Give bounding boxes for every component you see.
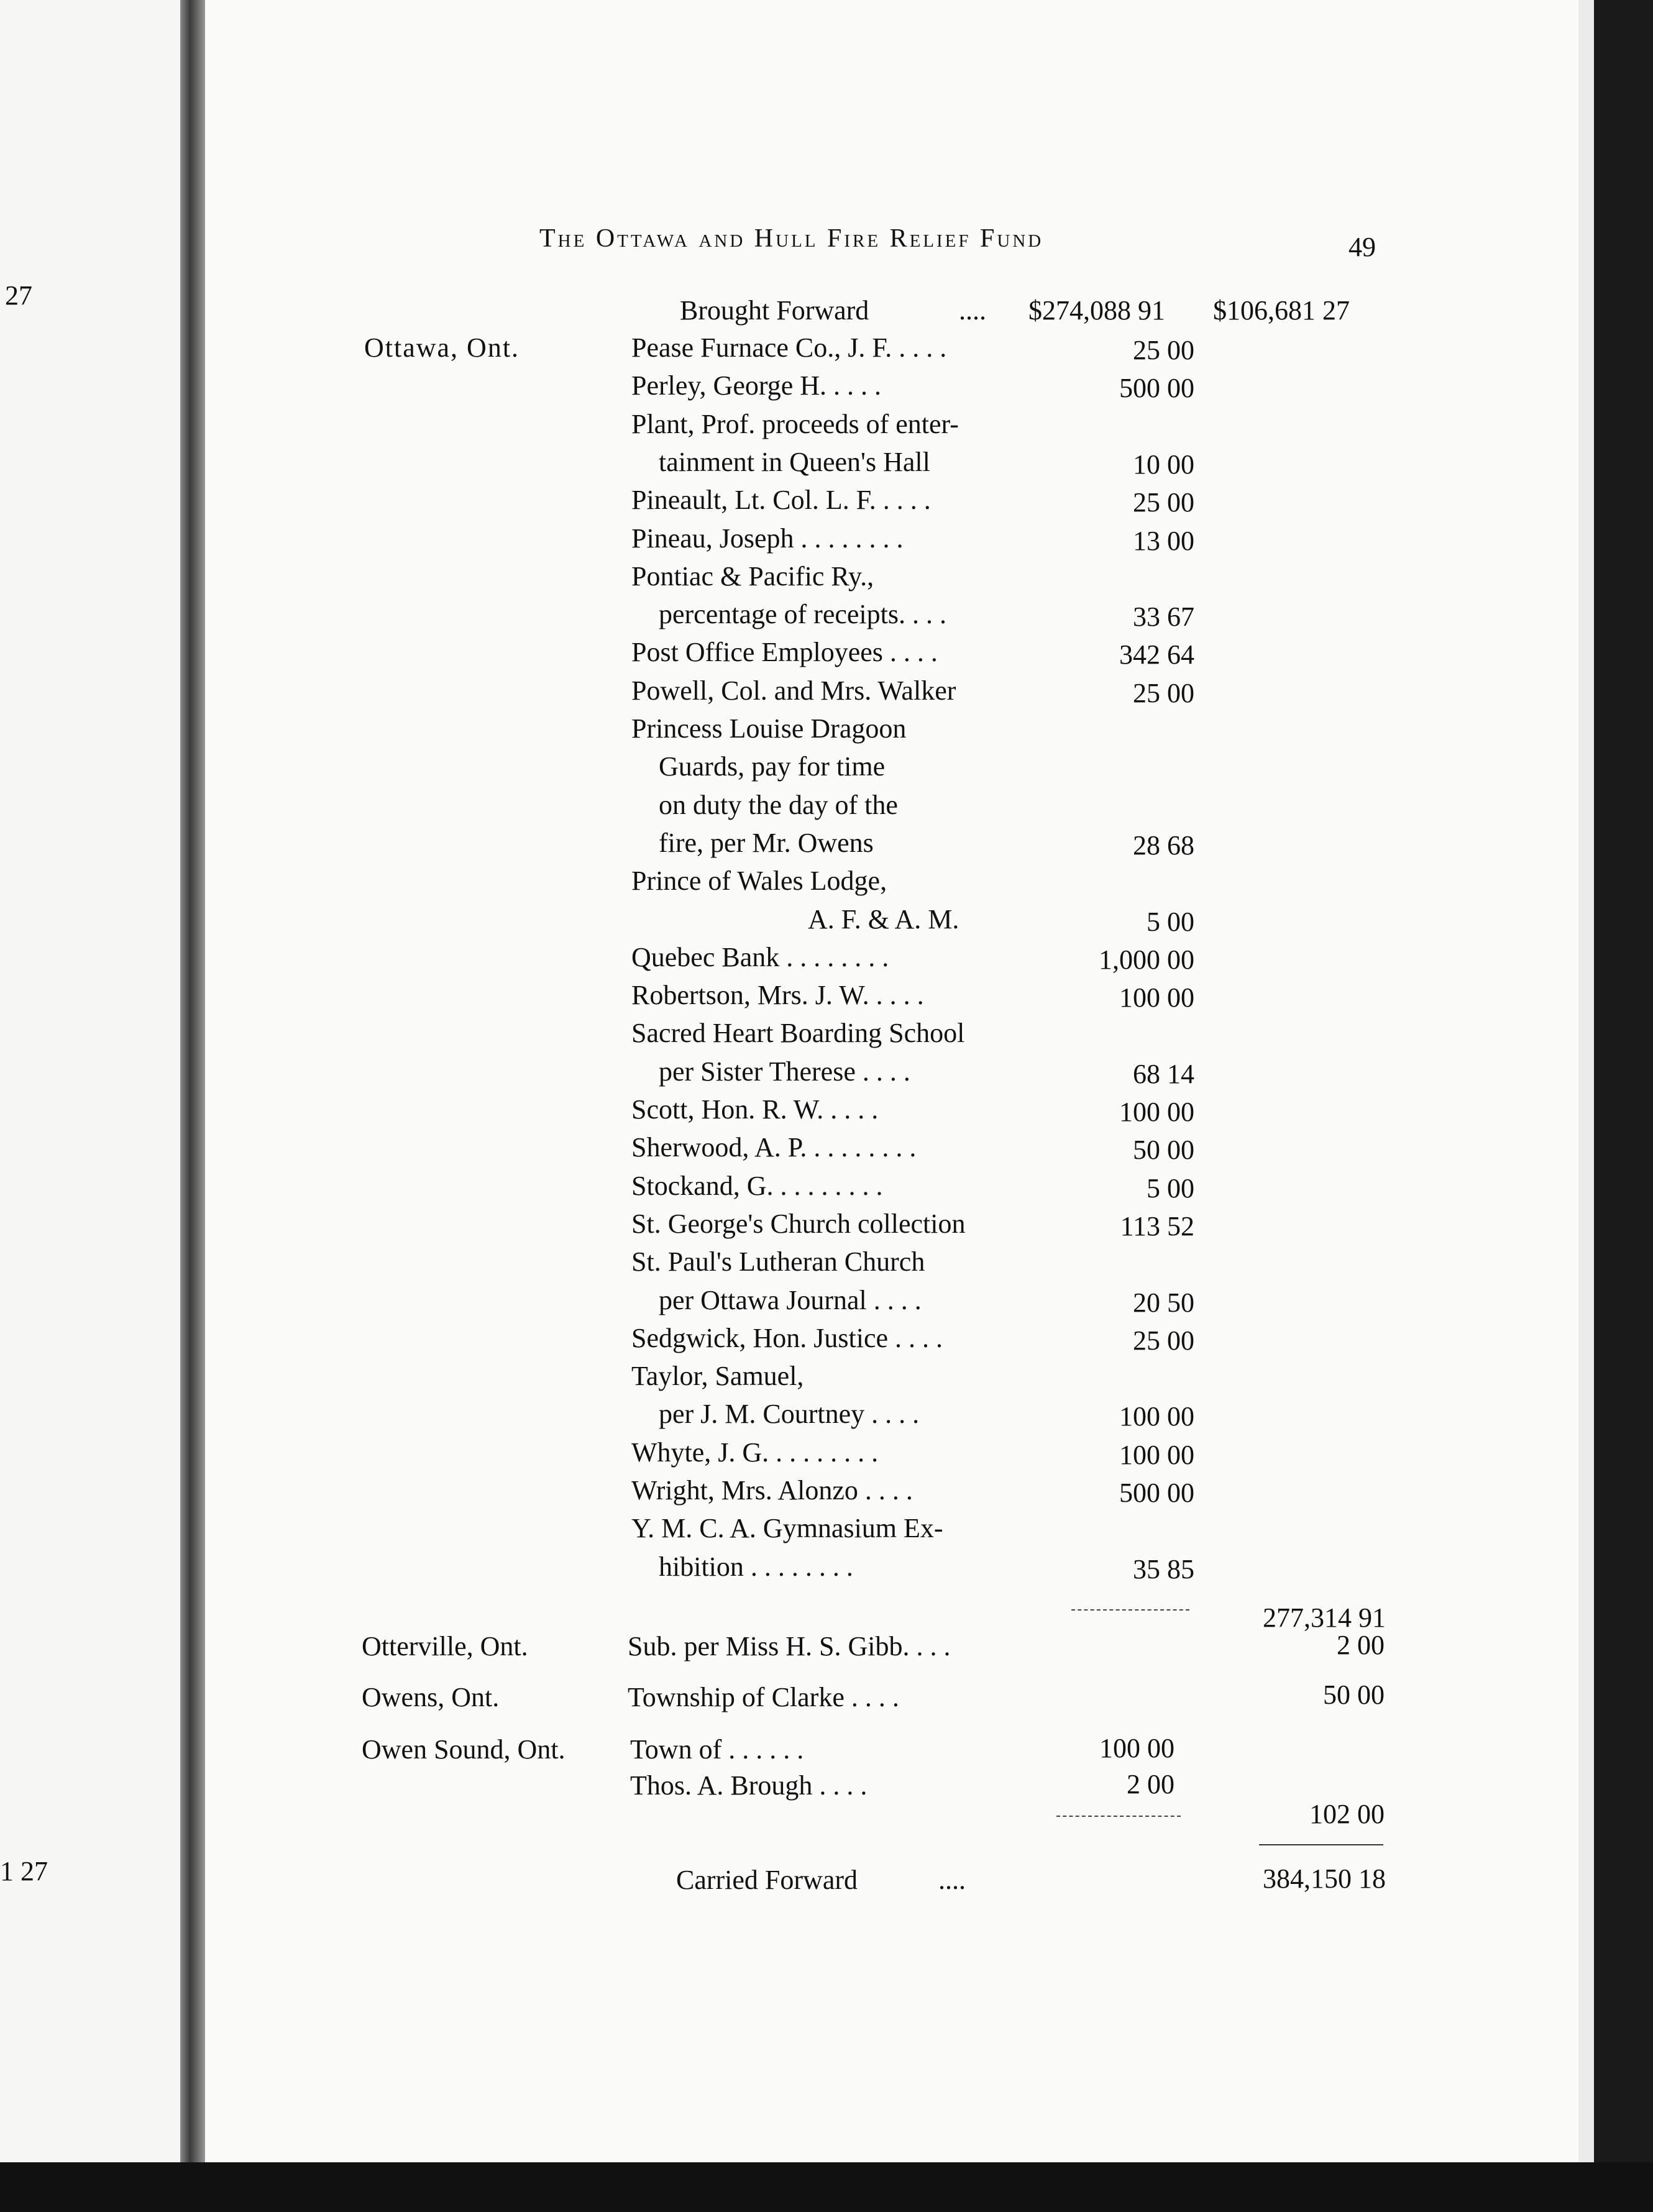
entry-text: Quebec Bank . . . . . . . . (631, 942, 889, 972)
entry-amount: 25 00 (1133, 335, 1194, 365)
scan-background (0, 2162, 1653, 2212)
entry-text: Prince of Wales Lodge, (631, 866, 887, 896)
page-number: 49 (1348, 232, 1376, 262)
entry-amount: 500 00 (1119, 1478, 1194, 1508)
entry-text: A. F. & A. M. (808, 904, 959, 935)
entry-amount: 100 00 (1119, 1401, 1194, 1432)
entry-amount: 68 14 (1133, 1059, 1194, 1089)
entry-text: Whyte, J. G. . . . . . . . . (631, 1437, 879, 1468)
entry-text: Robertson, Mrs. J. W. . . . . (631, 980, 924, 1010)
brought-forward-label: Brought Forward (680, 295, 869, 326)
entry-text: Guards, pay for time (659, 751, 886, 782)
entry-text: per Sister Therese . . . . (659, 1056, 910, 1087)
entry-text: Sedgwick, Hon. Justice . . . . (631, 1323, 943, 1353)
entry-amount: 1,000 00 (1099, 944, 1194, 975)
entry-amount: 100 00 (1119, 1440, 1194, 1470)
owen-sound-amount: 100 00 (1099, 1733, 1174, 1763)
entry-text: hibition . . . . . . . . (659, 1552, 853, 1582)
owens-total: 50 00 (1323, 1680, 1385, 1710)
entry-text: fire, per Mr. Owens (659, 828, 874, 858)
entry-amount: 342 64 (1119, 639, 1194, 670)
brought-forward-amount: $274,088 91 (1028, 295, 1165, 326)
place-owen-sound: Owen Sound, Ont. (362, 1734, 566, 1765)
owen-sound-rule (1056, 1816, 1181, 1817)
carried-forward-dots: .... (938, 1865, 966, 1895)
brought-forward-total: $106,681 27 (1213, 295, 1350, 326)
entry-text: per Ottawa Journal . . . . (659, 1285, 922, 1315)
left-page-edge (0, 0, 185, 2162)
owen-sound-entry: Town of . . . . . . (630, 1734, 804, 1765)
entry-amount: 20 50 (1133, 1287, 1194, 1318)
entry-amount: 33 67 (1133, 601, 1194, 632)
page-header: The Ottawa and Hull Fire Relief Fund (539, 224, 1044, 253)
entry-amount: 13 00 (1133, 526, 1194, 556)
page-edge (1578, 0, 1594, 2162)
entry-text: Pineau, Joseph . . . . . . . . (631, 523, 904, 554)
total-rule (1259, 1844, 1383, 1845)
entry-text: Post Office Employees . . . . (631, 637, 938, 667)
entry-text: St. Paul's Lutheran Church (631, 1246, 925, 1277)
entry-amount: 100 00 (1119, 1097, 1194, 1127)
entry-amount: 25 00 (1133, 678, 1194, 708)
entry-amount: 100 00 (1119, 982, 1194, 1013)
owen-sound-amount: 2 00 (1127, 1769, 1174, 1799)
entry-text: Stockand, G. . . . . . . . . (631, 1171, 883, 1201)
place-owens: Owens, Ont. (362, 1682, 500, 1712)
left-page-fragment: 27 (5, 280, 32, 311)
brought-forward-dots: .... (959, 295, 986, 326)
entry-text: St. George's Church collection (631, 1209, 966, 1239)
entry-text: Scott, Hon. R. W. . . . . (631, 1094, 879, 1125)
entry-amount: 25 00 (1133, 487, 1194, 518)
owens-entry: Township of Clarke . . . . (628, 1682, 899, 1712)
otterville-entry: Sub. per Miss H. S. Gibb. . . . (628, 1631, 951, 1661)
place-otterville: Otterville, Ont. (362, 1631, 528, 1661)
entry-amount: 10 00 (1133, 449, 1194, 480)
entry-text: Powell, Col. and Mrs. Walker (631, 675, 956, 706)
entry-text: Taylor, Samuel, (631, 1361, 804, 1391)
entry-amount: 5 00 (1147, 1173, 1194, 1204)
entry-text: Y. M. C. A. Gymnasium Ex- (631, 1513, 943, 1543)
entry-text: Princess Louise Dragoon (631, 713, 907, 744)
entry-text: Sherwood, A. P. . . . . . . . . (631, 1132, 917, 1163)
entry-amount: 25 00 (1133, 1325, 1194, 1356)
entry-amount: 50 00 (1133, 1135, 1194, 1165)
entry-text: on duty the day of the (659, 790, 898, 820)
ottawa-total: 277,314 91 (1263, 1602, 1386, 1633)
entry-text: per J. M. Courtney . . . . (659, 1399, 920, 1429)
entry-text: tainment in Queen's Hall (659, 447, 930, 477)
owen-sound-total: 102 00 (1309, 1799, 1385, 1829)
entry-text: Sacred Heart Boarding School (631, 1018, 965, 1048)
carried-forward-total: 384,150 18 (1263, 1863, 1386, 1894)
entry-text: Pease Furnace Co., J. F. . . . . (631, 332, 947, 363)
entry-text: percentage of receipts. . . . (659, 599, 946, 629)
entry-text: Perley, George H. . . . . (631, 370, 882, 401)
otterville-total: 2 00 (1337, 1630, 1385, 1660)
carried-forward-label: Carried Forward (676, 1865, 858, 1895)
entry-text: Pineault, Lt. Col. L. F. . . . . (631, 485, 931, 515)
left-page-fragment: 1 27 (0, 1856, 48, 1886)
entry-amount: 35 85 (1133, 1554, 1194, 1584)
book-gutter (180, 0, 205, 2162)
place-ottawa: Ottawa, Ont. (364, 332, 520, 363)
entry-text: Pontiac & Pacific Ry., (631, 561, 874, 592)
entry-text: Plant, Prof. proceeds of enter- (631, 409, 959, 439)
entry-amount: 5 00 (1147, 907, 1194, 937)
owen-sound-entry: Thos. A. Brough . . . . (630, 1770, 868, 1801)
subtotal-rule (1071, 1609, 1189, 1611)
entry-amount: 113 52 (1120, 1211, 1194, 1241)
entry-text: Wright, Mrs. Alonzo . . . . (631, 1475, 913, 1506)
entry-amount: 500 00 (1119, 373, 1194, 403)
entry-amount: 28 68 (1133, 830, 1194, 861)
